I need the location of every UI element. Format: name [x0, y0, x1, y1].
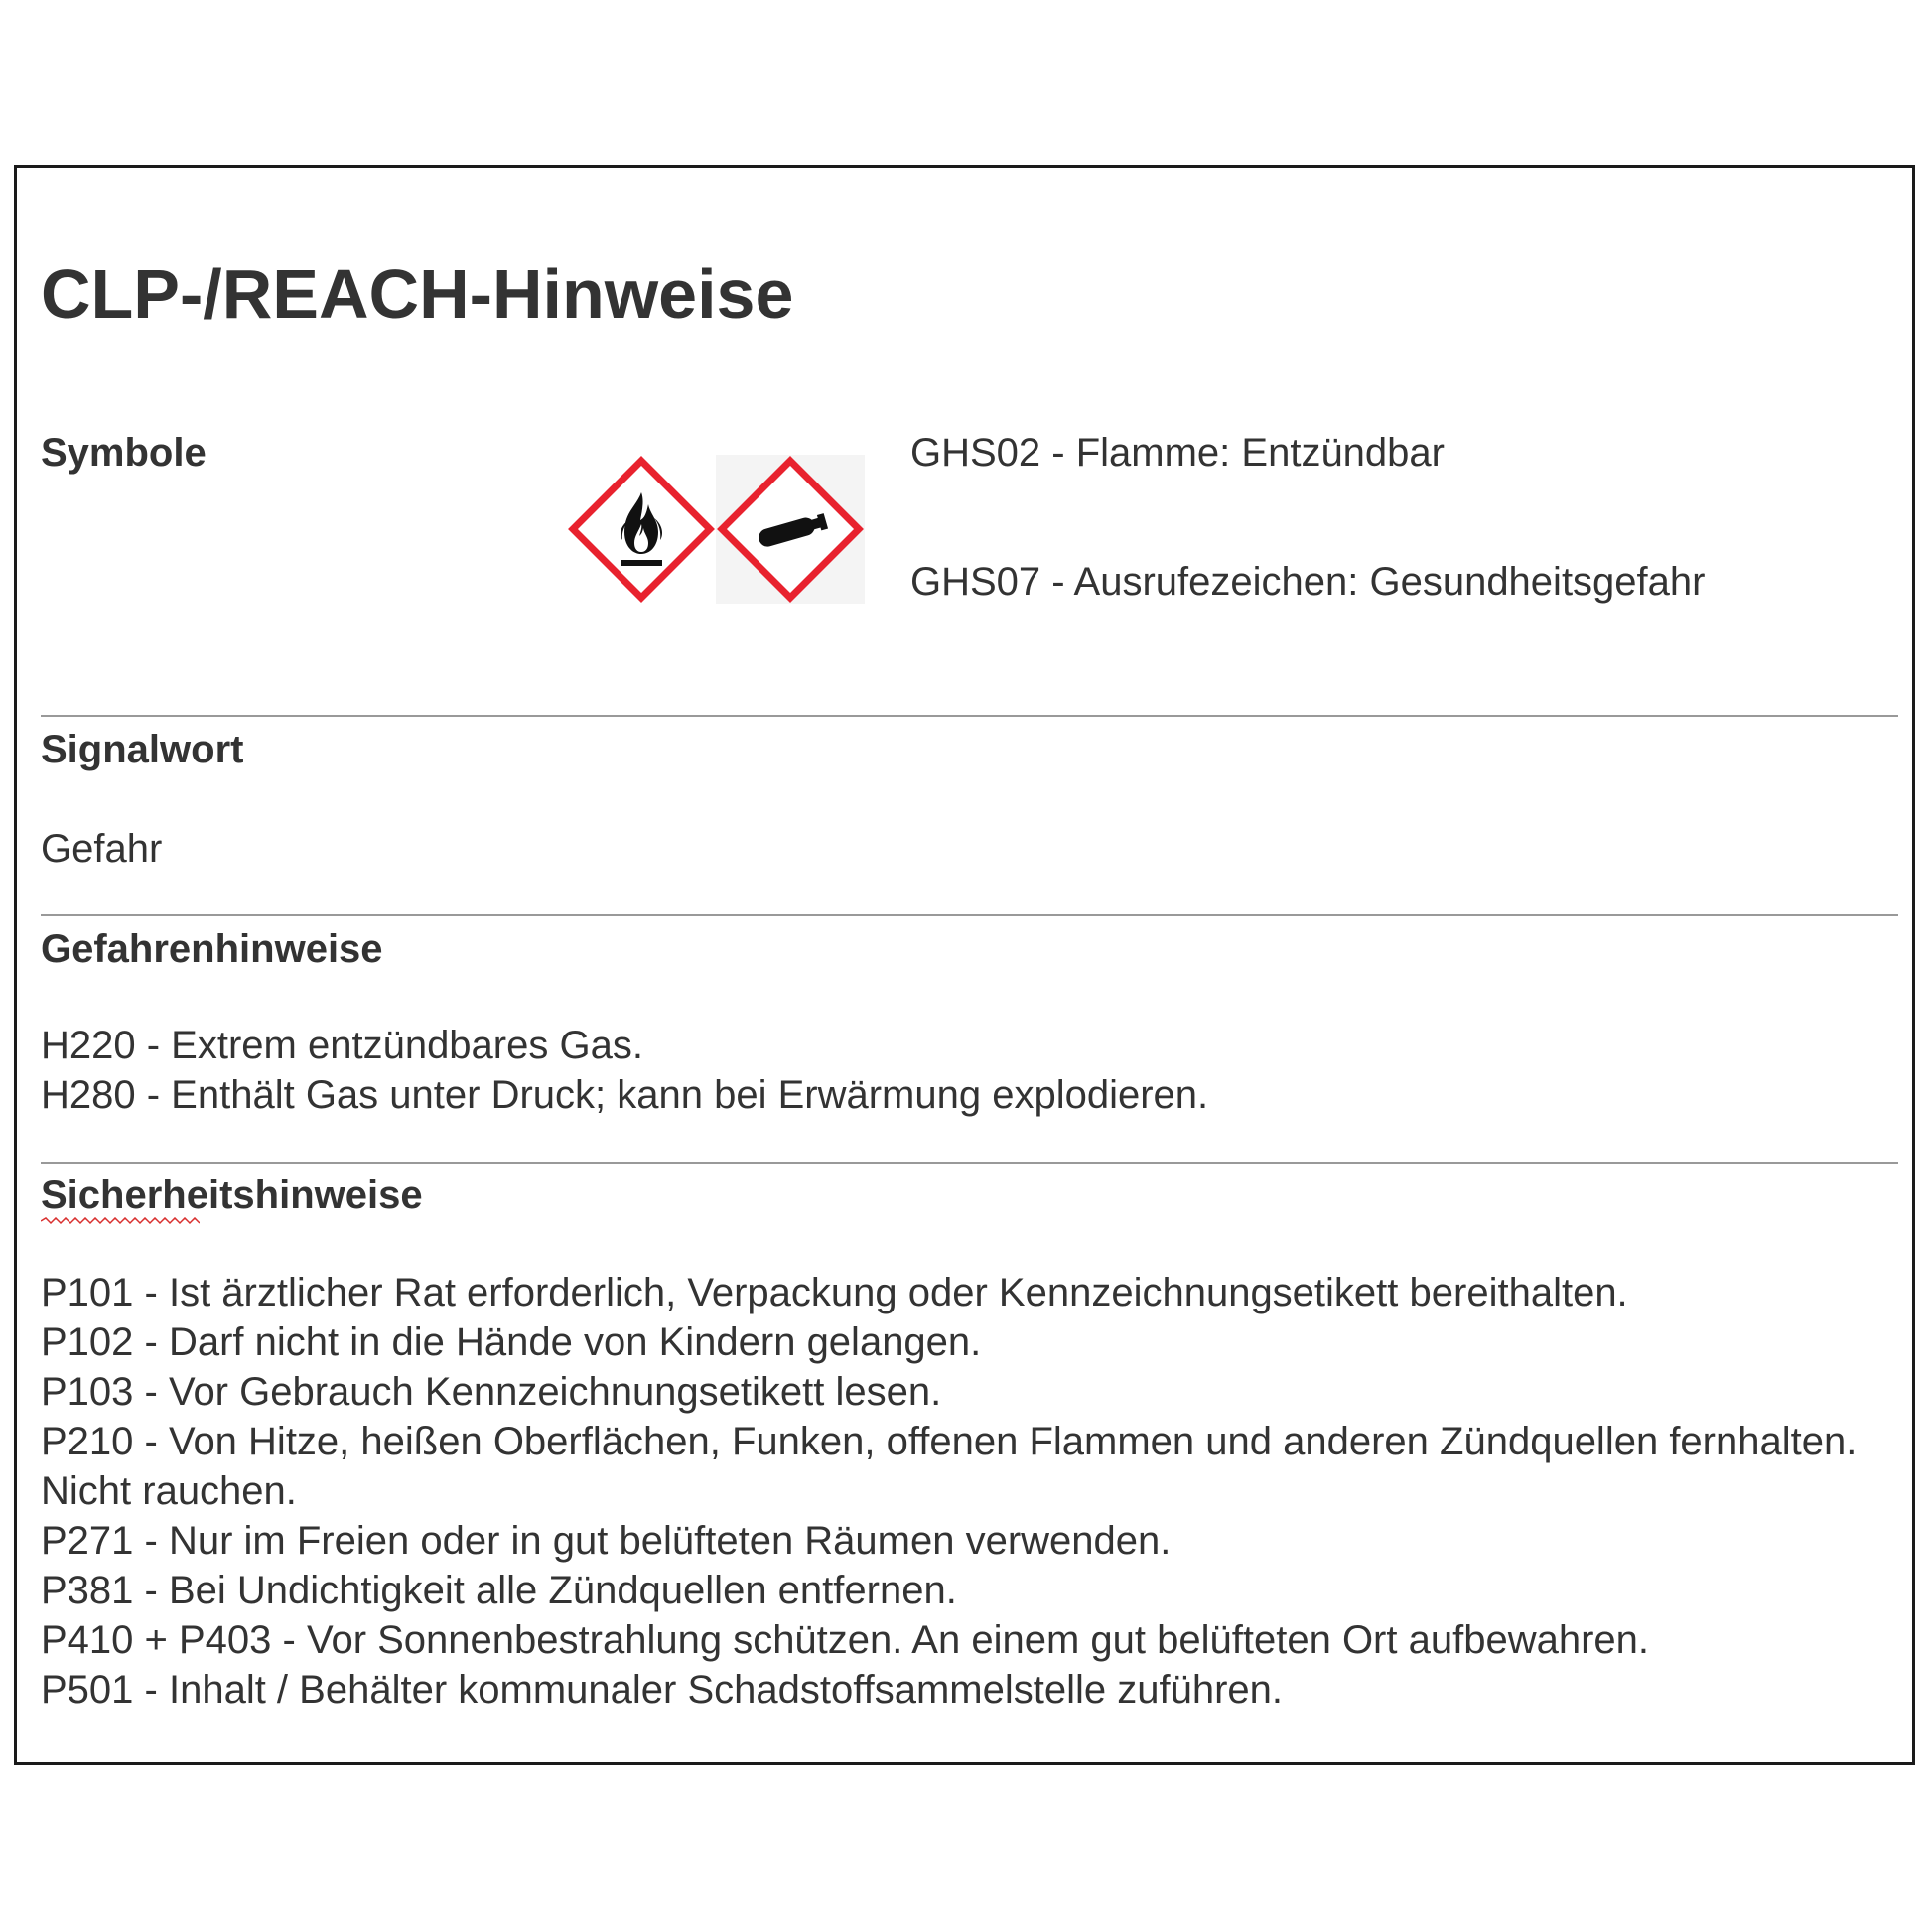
precautionary-statement: P381 - Bei Undichtigkeit alle Zündquellen entfernen. [41, 1569, 957, 1612]
precautionary-statement: P410 + P403 - Vor Sonnenbestrahlung schützen. An einem gut belüfteten Ort aufbewahren. [41, 1618, 1649, 1662]
precautionary-statement-list [41, 1268, 1887, 1715]
spellcheck-underline [41, 1217, 200, 1225]
precautionary-statement: P102 - Darf nicht in die Hände von Kindern gelangen. [41, 1320, 982, 1364]
symbole-heading: Symbole [41, 431, 207, 475]
precautionary-statement: P210 - Von Hitze, heißen Oberflächen, Funken, offenen Flammen und anderen Zündquellen fernhalten. Nicht rauchen. [41, 1420, 1858, 1513]
ghs-description-2: GHS07 - Ausrufezeichen: Gesundheitsgefahr [910, 560, 1706, 604]
precautionary-statement: P271 - Nur im Freien oder in gut belüfteten Räumen verwenden. [41, 1519, 1172, 1563]
divider [41, 914, 1898, 916]
signalwort-value: Gefahr [41, 827, 163, 871]
precautionary-statement: P101 - Ist ärztlicher Rat erforderlich, Verpackung oder Kennzeichnungsetikett bereithalten. [41, 1271, 1628, 1314]
signalwort-heading: Signalwort [41, 728, 244, 771]
hazard-statement-list [41, 1021, 1208, 1120]
sicherheitshinweise-heading: Sicherheitshinweise [41, 1173, 423, 1217]
ghs-description-1: GHS02 - Flamme: Entzündbar [910, 431, 1445, 475]
page-title: CLP-/REACH-Hinweise [41, 255, 794, 333]
hazard-statement: H220 - Extrem entzündbares Gas. [41, 1024, 643, 1067]
precautionary-statement: P501 - Inhalt / Behälter kommunaler Schadstoffsammelstelle zuführen. [41, 1668, 1284, 1712]
divider [41, 1162, 1898, 1164]
ghs-pictograms [567, 455, 885, 614]
divider [41, 715, 1898, 717]
ghs-flame-icon [567, 455, 716, 604]
precautionary-statement: P103 - Vor Gebrauch Kennzeichnungsetikett lesen. [41, 1370, 942, 1414]
clp-reach-card [14, 165, 1915, 1765]
gefahrenhinweise-heading: Gefahrenhinweise [41, 927, 383, 971]
hazard-statement: H280 - Enthält Gas unter Druck; kann bei Erwärmung explodieren. [41, 1073, 1209, 1117]
ghs-gas-cylinder-icon [716, 455, 865, 604]
